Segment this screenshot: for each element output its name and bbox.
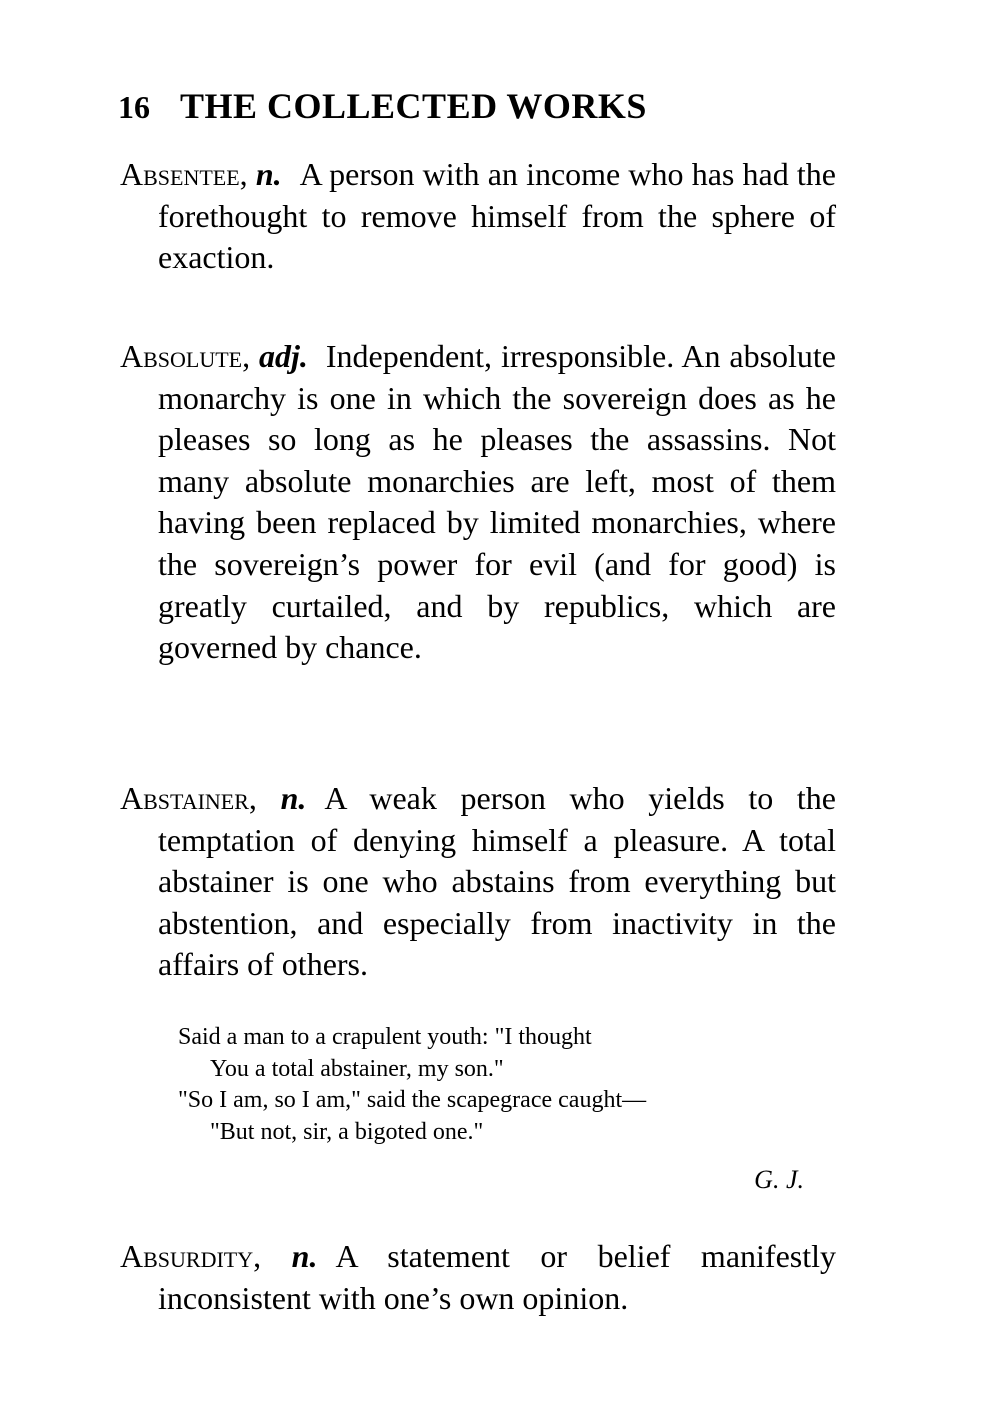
- entry-definition: A statement or belief manifestly inconsistent with one’s own opinion.: [158, 1238, 837, 1316]
- verse-line: "So I am, so I am," said the scapegrace caught—: [178, 1087, 647, 1113]
- entry-part-of-speech: n.: [255, 156, 282, 192]
- entry-term: Absurdity,: [120, 1238, 262, 1274]
- entry-term: Absolute,: [120, 338, 251, 374]
- entry-part-of-speech: adj.: [259, 338, 308, 374]
- dictionary-entry: [120, 336, 836, 669]
- verse-line: Said a man to a crapulent youth: "I thought: [178, 1024, 592, 1050]
- entry-part-of-speech: n.: [291, 1238, 318, 1274]
- entry-definition: Independent, irresponsible. An absolute monarchy is one in which the sovereign does as he pleases so long as he pleases the assassins. Not many absolute monarchies are left, most of them having been replaced by limited monarchies, where the sovereign’s power for evil (and for good) is greatly curtailed, and by republics, which are governed by chance.: [158, 338, 836, 666]
- verse-line: You a total abstainer, my son.": [210, 1055, 504, 1082]
- entry-term: Absentee,: [120, 156, 248, 192]
- entry-term: Abstainer,: [120, 780, 257, 816]
- entry-part-of-speech: n.: [280, 780, 307, 816]
- running-title: THE COLLECTED WORKS: [180, 86, 647, 126]
- dictionary-entry: [120, 1236, 836, 1319]
- page-number: 16: [118, 89, 150, 125]
- dictionary-entry: [120, 154, 836, 279]
- running-head: [118, 84, 838, 129]
- verse-quotation: [178, 1022, 818, 1148]
- verse-attribution: G. J.: [754, 1165, 804, 1194]
- entry-definition: A weak person who yields to the temptation of denying himself a pleasure. A total abstainer is one who abstains from everything but abstention, and especially from inactivity in the affairs of others.: [158, 780, 837, 983]
- verse-line: "But not, sir, a bigoted one.": [210, 1118, 484, 1145]
- dictionary-entry: [120, 778, 836, 986]
- entry-definition: A person with an income who has had the forethought to remove himself from the sphere of exaction.: [158, 156, 837, 276]
